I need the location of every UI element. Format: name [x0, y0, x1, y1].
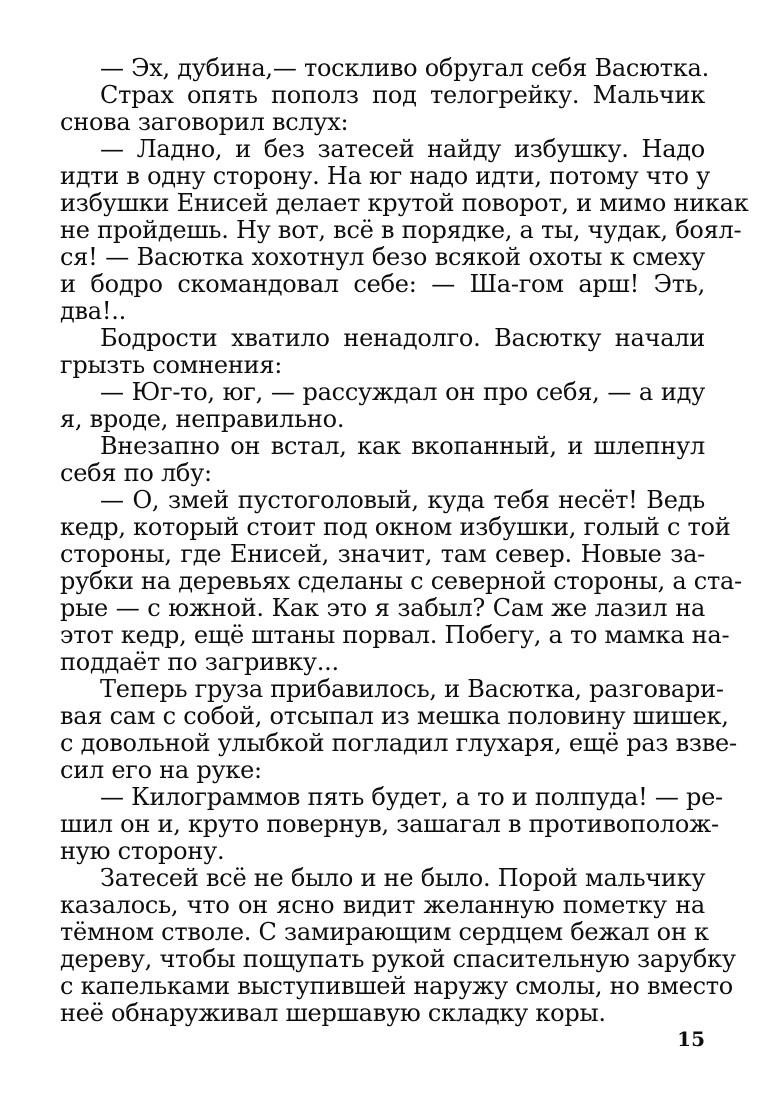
page-number: 15 — [677, 1027, 705, 1051]
paragraph-line: шил он и, круто повернув, зашагал в противополож- — [60, 810, 719, 838]
paragraph-line: с капельками выступившей наружу смолы, но вместо — [60, 972, 733, 1000]
paragraph-line: с довольной улыбкой погладил глухаря, ещё раз взве- — [60, 729, 737, 757]
paragraph-line: снова заговорил вслух: — [60, 108, 349, 136]
paragraph-line: Бодрости хватило ненадолго. Васютку начали — [100, 324, 705, 352]
paragraph-line: и бодро скомандовал себе: — Ша-гом арш! Эть, — [60, 270, 705, 298]
book-page-text — [60, 54, 749, 1027]
paragraph-line: избушки Енисей делает крутой поворот, и мимо никак — [60, 189, 749, 217]
paragraph-line: два!.. — [60, 297, 126, 325]
paragraph-line: — Юг-то, юг, — рассуждал он про себя, — а иду — [100, 378, 705, 406]
paragraph-line: этот кедр, ещё штаны порвал. Побегу, а то мамка на- — [60, 621, 730, 649]
paragraph-line: вая сам с собой, отсыпал из мешка половину шишек, — [60, 702, 729, 730]
paragraph-line: грызть сомнения: — [60, 351, 283, 379]
paragraph-line: — Килограммов пять будет, а то и полпуда! — ре- — [100, 783, 723, 811]
paragraph-line: кедр, который стоит под окном избушки, голый с той — [60, 513, 731, 541]
paragraph-line: сил его на руке: — [60, 756, 262, 784]
paragraph-line: рые — с южной. Как это я забыл? Сам же лазил на — [60, 594, 705, 622]
paragraph-line: не пройдешь. Ну вот, всё в порядке, а ты, чудак, боял- — [60, 216, 742, 244]
paragraph-line: — Эх, дубина,— тоскливо обругал себя Васютка. — [100, 54, 709, 82]
paragraph-line: поддаёт по загривку... — [60, 648, 339, 676]
paragraph-line: я, вроде, неправильно. — [60, 405, 345, 433]
paragraph-line: рубки на деревьях сделаны с северной стороны, а ста- — [60, 567, 742, 595]
paragraph-line: Затесей всё не было и не было. Порой мальчику — [100, 864, 706, 892]
paragraph-line: идти в одну сторону. На юг надо идти, потому что у — [60, 162, 711, 190]
paragraph-line: ся! — Васютка хохотнул безо всякой охоты к смеху — [60, 243, 705, 271]
paragraph-line: себя по лбу: — [60, 459, 212, 487]
paragraph-line: тёмном стволе. С замирающим сердцем бежал он к — [60, 918, 709, 946]
paragraph-line: — Ладно, и без затесей найду избушку. Надо — [100, 135, 705, 163]
paragraph-line: дереву, чтобы пощупать рукой спасительную зарубку — [60, 945, 736, 973]
paragraph-line: Внезапно он встал, как вкопанный, и шлепнул — [100, 432, 705, 460]
paragraph-line: — О, змей пустоголовый, куда тебя несёт! Ведь — [100, 486, 705, 514]
paragraph-line: стороны, где Енисей, значит, там север. Новые за- — [60, 540, 705, 568]
paragraph-line: Страх опять пополз под телогрейку. Мальчик — [100, 81, 705, 109]
paragraph-line: казалось, что он ясно видит желанную пометку на — [60, 891, 705, 919]
paragraph-line: неё обнаруживал шершавую складку коры. — [60, 999, 606, 1027]
paragraph-line: Теперь груза прибавилось, и Васютка, разговари- — [100, 675, 724, 703]
paragraph-line: ную сторону. — [60, 837, 225, 865]
